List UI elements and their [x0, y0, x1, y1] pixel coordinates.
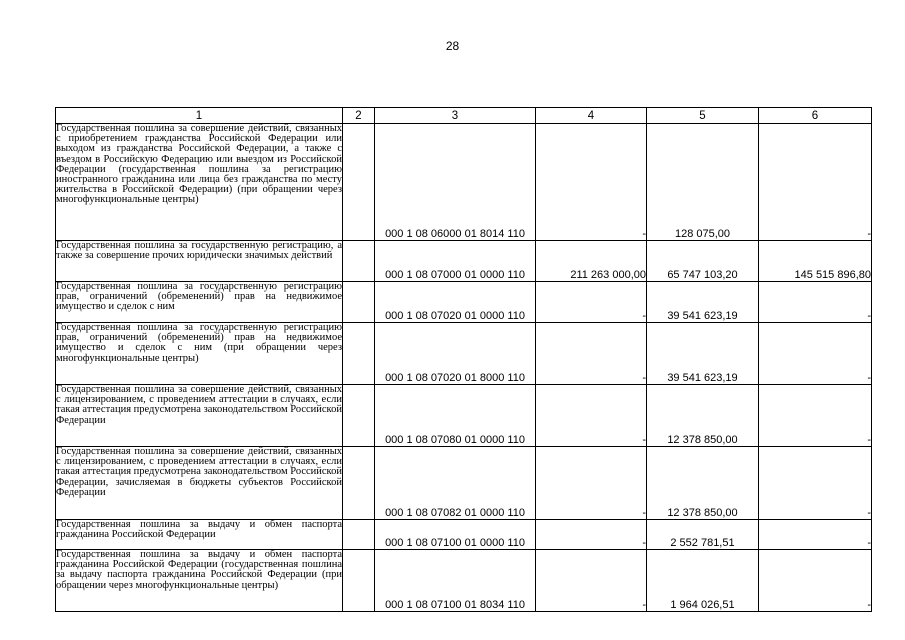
- row-description: Государственная пошлина за государственную регистрацию, а также за совершение прочих юридически значимых действий: [56, 241, 343, 282]
- row-column-5: 12 378 850,00: [647, 447, 759, 520]
- row-column-6: -: [759, 323, 872, 385]
- row-column-4: -: [536, 550, 647, 612]
- column-header-2: 2: [343, 108, 375, 124]
- row-column-6: -: [759, 124, 872, 241]
- row-column-2: [343, 323, 375, 385]
- table-row: [56, 520, 872, 550]
- column-header-5: 5: [647, 108, 759, 124]
- row-code: 000 1 08 07020 01 0000 110: [375, 282, 536, 323]
- row-column-4: -: [536, 447, 647, 520]
- column-header-3: 3: [375, 108, 536, 124]
- row-column-6: -: [759, 447, 872, 520]
- row-code: 000 1 08 06000 01 8014 110: [375, 124, 536, 241]
- row-column-4: -: [536, 282, 647, 323]
- row-column-5: 65 747 103,20: [647, 241, 759, 282]
- row-description: Государственная пошлина за государственную регистрацию прав, ограничений (обременений) прав на недвижимое имущество и сделок с ним (при обращении через многофункциональные центры): [56, 323, 343, 385]
- column-header-1: 1: [56, 108, 343, 124]
- row-column-6: -: [759, 550, 872, 612]
- table-header-row: [56, 108, 872, 124]
- row-column-2: [343, 282, 375, 323]
- row-column-4: -: [536, 520, 647, 550]
- page-number: 28: [445, 39, 460, 53]
- row-code: 000 1 08 07020 01 8000 110: [375, 323, 536, 385]
- row-column-4: -: [536, 124, 647, 241]
- row-column-5: 2 552 781,51: [647, 520, 759, 550]
- row-code: 000 1 08 07100 01 0000 110: [375, 520, 536, 550]
- row-description: Государственная пошлина за совершение действий, связанных с приобретением гражданства Российской Федерации или выходом из гражданства Российской Федерации, а также с въездом в Российскую Федерацию или выездом из Российской Федерации (государственная пошлина за регистрацию иностранного гражданина или лица без гражданства по месту жительства в Российской Федерации) (при обращении через многофункциональные центры): [56, 124, 343, 241]
- table-row: [56, 550, 872, 612]
- row-column-6: -: [759, 282, 872, 323]
- row-column-2: [343, 124, 375, 241]
- table-row: [56, 447, 872, 520]
- row-description: Государственная пошлина за государственную регистрацию прав, ограничений (обременений) прав на недвижимое имущество и сделок с ним: [56, 282, 343, 323]
- table-row: [56, 282, 872, 323]
- row-description: Государственная пошлина за выдачу и обмен паспорта гражданина Российской Федерации: [56, 520, 343, 550]
- column-header-6: 6: [759, 108, 872, 124]
- row-column-4: 211 263 000,00: [536, 241, 647, 282]
- row-column-5: 12 378 850,00: [647, 385, 759, 447]
- table-row: [56, 385, 872, 447]
- row-column-2: [343, 550, 375, 612]
- row-column-4: -: [536, 385, 647, 447]
- row-code: 000 1 08 07082 01 0000 110: [375, 447, 536, 520]
- row-description: Государственная пошлина за выдачу и обмен паспорта гражданина Российской Федерации (государственная пошлина за выдачу паспорта гражданина Российской Федерации (при обращении через многофункциональные центры): [56, 550, 343, 612]
- row-code: 000 1 08 07080 01 0000 110: [375, 385, 536, 447]
- row-column-2: [343, 385, 375, 447]
- row-description: Государственная пошлина за совершение действий, связанных с лицензированием, с проведением аттестации в случаях, если такая аттестация предусмотрена законодательством Российской Федерации: [56, 385, 343, 447]
- row-column-6: 145 515 896,80: [759, 241, 872, 282]
- row-column-2: [343, 241, 375, 282]
- row-code: 000 1 08 07100 01 8034 110: [375, 550, 536, 612]
- table-row: [56, 323, 872, 385]
- revenue-table: [55, 107, 872, 612]
- row-column-5: 128 075,00: [647, 124, 759, 241]
- row-column-5: 1 964 026,51: [647, 550, 759, 612]
- row-code: 000 1 08 07000 01 0000 110: [375, 241, 536, 282]
- row-column-6: -: [759, 520, 872, 550]
- row-column-2: [343, 447, 375, 520]
- row-column-4: -: [536, 323, 647, 385]
- table-row: [56, 241, 872, 282]
- row-column-5: 39 541 623,19: [647, 323, 759, 385]
- column-header-4: 4: [536, 108, 647, 124]
- row-column-6: -: [759, 385, 872, 447]
- row-column-2: [343, 520, 375, 550]
- row-column-5: 39 541 623,19: [647, 282, 759, 323]
- table-row: [56, 124, 872, 241]
- row-description: Государственная пошлина за совершение действий, связанных с лицензированием, с проведением аттестации в случаях, если такая аттестация предусмотрена законодательством Российской Федерации, зачисляемая в бюджеты субъектов Российской Федерации: [56, 447, 343, 520]
